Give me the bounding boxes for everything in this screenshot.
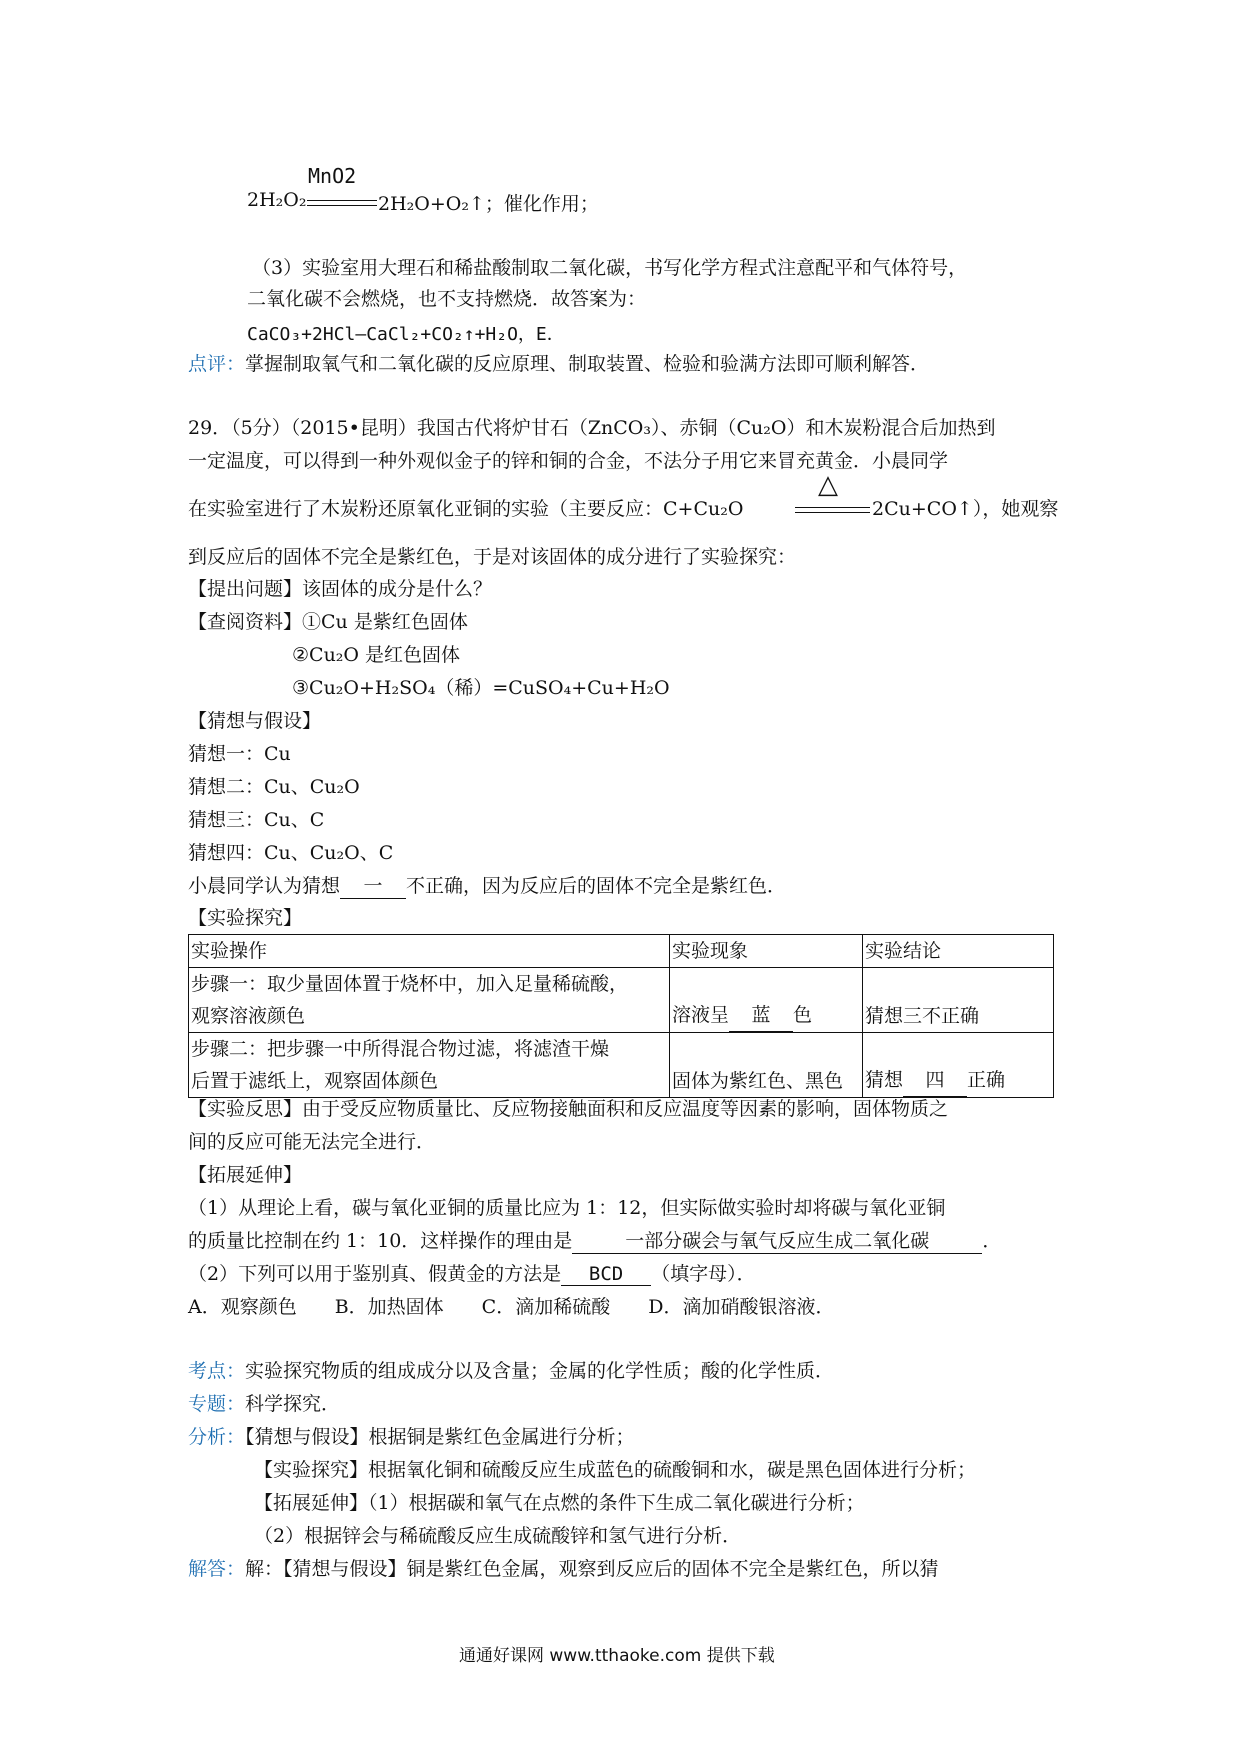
extension-head: 【拓展延伸】 <box>188 1164 303 1186</box>
reference-2: ②Cu₂O 是红色固体 <box>292 644 461 666</box>
zhuanti-label: 专题： <box>188 1393 246 1415</box>
q29-line-2: 一定温度，可以得到一种外观似金子的锌和铜的合金，不法分子用它来冒充黄金．小晨同学 <box>188 450 949 472</box>
q29-line-3-left: 在实验室进行了木炭粉还原氧化亚铜的实验（主要反应：C+Cu₂O <box>188 498 744 520</box>
options-line: A．观察颜色 B．加热固体 C．滴加稀硫酸 D．滴加硝酸银溶液． <box>188 1296 835 1318</box>
ask-section: 【提出问题】该固体的成分是什么？ <box>188 578 493 600</box>
guess-head: 【猜想与假设】 <box>188 710 322 732</box>
extension-3-blank: BCD <box>561 1263 651 1286</box>
reflection-line-2: 间的反应可能无法完全进行． <box>188 1131 436 1153</box>
reflection-line-1: 【实验反思】由于受反应物质量比、反应物接触面积和反应温度等因素的影响，固体物质之 <box>188 1098 949 1120</box>
equation-double-line-2 <box>795 507 870 513</box>
guess-1: 猜想一：Cu <box>188 743 291 765</box>
row1-operation <box>189 968 670 1033</box>
answer-equation: CaCO₃+2HCl—CaCl₂+CO₂↑+H₂O，E． <box>247 324 565 345</box>
fenxi-text-1: 【猜想与假设】根据铜是紫红色金属进行分析； <box>245 1426 635 1448</box>
page-footer: 通通好课网 www.tthaoke.com 提供下载 <box>459 1646 775 1666</box>
q29-line-4: 到反应后的固体不完全是紫红色，于是对该固体的成分进行了实验探究： <box>188 546 797 568</box>
extension-3-row <box>188 1259 756 1286</box>
table-header-conclusion: 实验结论 <box>863 935 1054 968</box>
answer-line-2: 二氧化碳不会燃烧，也不支持燃烧．故答案为： <box>247 288 647 310</box>
extension-2-blank: 一部分碳会与氧气反应生成二氧化碳 <box>572 1226 982 1254</box>
answer-line-1: （3）实验室用大理石和稀盐酸制取二氧化碳，书写化学方程式注意配平和气体符号， <box>252 257 968 279</box>
row1-phen-blank: 蓝 <box>729 999 793 1032</box>
wrong-guess-row <box>188 871 786 899</box>
kaodian-text: 实验探究物质的组成成分以及含量；金属的化学性质；酸的化学性质． <box>245 1360 835 1382</box>
row2-phenomenon: 固体为紫红色、黑色 <box>670 1033 863 1098</box>
jieda-row <box>188 1554 939 1581</box>
table-header-operation: 实验操作 <box>189 935 670 968</box>
guess-4: 猜想四：Cu、Cu₂O、C <box>188 842 394 864</box>
row2-operation <box>189 1033 670 1098</box>
fenxi-row <box>188 1422 635 1449</box>
experiment-head: 【实验探究】 <box>188 907 303 929</box>
wrong-guess-post: 不正确，因为反应后的固体不完全是紫红色． <box>406 875 787 897</box>
reference-head: 【查阅资料】①Cu 是紫红色固体 <box>188 611 468 633</box>
comment-row <box>188 349 929 376</box>
table-header-phenomenon: 实验现象 <box>670 935 863 968</box>
extension-2-row <box>188 1226 1001 1254</box>
extension-1: （1）从理论上看，碳与氧化亚铜的质量比应为 1：12，但实际做实验时却将碳与氧化亚铜 <box>188 1197 946 1219</box>
row1-phen-post: 色 <box>793 1004 813 1026</box>
row2-concl-pre: 猜想 <box>865 1069 904 1091</box>
jieda-text: 解：【猜想与假设】铜是紫红色金属，观察到反应后的固体不完全是紫红色，所以猜 <box>245 1558 939 1580</box>
wrong-guess-blank: 一 <box>340 871 406 899</box>
row1-conclusion: 猜想三不正确 <box>863 968 1054 1033</box>
row2-operation-line2: 后置于滤纸上，观察固体颜色 <box>191 1070 439 1092</box>
comment-label: 点评： <box>188 353 246 375</box>
heat-condition: △ <box>818 470 838 500</box>
extension-3-post: （填字母）． <box>651 1263 756 1285</box>
row2-operation-line1: 步骤二：把步骤一中所得混合物过滤，将滤渣干燥 <box>191 1038 610 1060</box>
reference-3: ③Cu₂O+H₂SO₄（稀）=CuSO₄+Cu+H₂O <box>292 677 670 699</box>
kaodian-row <box>188 1356 834 1383</box>
fenxi-text-4: （2）根据锌会与稀硫酸反应生成硫酸锌和氢气进行分析． <box>254 1525 742 1547</box>
comment-text: 掌握制取氧气和二氧化碳的反应原理、制取装置、检验和验满方法即可顺利解答． <box>245 353 930 375</box>
table-header-row <box>189 935 1054 968</box>
guess-3: 猜想三：Cu、C <box>188 809 325 831</box>
zhuanti-row <box>188 1389 340 1416</box>
row2-conclusion <box>863 1033 1054 1098</box>
row1-operation-line1: 步骤一：取少量固体置于烧杯中，加入足量稀硫酸， <box>191 973 629 995</box>
table-row <box>189 1033 1054 1098</box>
wrong-guess-pre: 小晨同学认为猜想 <box>188 875 341 897</box>
extension-3-pre: （2）下列可以用于鉴别真、假黄金的方法是 <box>188 1263 562 1285</box>
extension-2-pre: 的质量比控制在约 1：10．这样操作的理由是 <box>188 1230 573 1252</box>
fenxi-text-2: 【实验探究】根据氧化铜和硫酸反应生成蓝色的硫酸铜和水，碳是黑色固体进行分析； <box>254 1459 977 1481</box>
kaodian-label: 考点： <box>188 1360 246 1382</box>
row2-concl-post: 正确 <box>967 1069 1006 1091</box>
equation-double-line <box>307 200 377 206</box>
row1-phen-pre: 溶液呈 <box>672 1004 730 1026</box>
row2-concl-blank: 四 <box>903 1064 967 1097</box>
guess-2: 猜想二：Cu、Cu₂O <box>188 776 360 798</box>
equation-catalyst: MnO2 <box>308 164 357 188</box>
row1-operation-line2: 观察溶液颜色 <box>191 1005 306 1027</box>
q29-line-1: 29．（5分）（2015•昆明）我国古代将炉甘石（ZnCO₃）、赤铜（Cu₂O）和木炭粉混合后加热到 <box>188 417 996 439</box>
row1-phenomenon <box>670 968 863 1033</box>
equation-right: 2H₂O+O₂↑；催化作用； <box>378 193 599 215</box>
fenxi-text-3: 【拓展延伸】（1）根据碳和氧气在点燃的条件下生成二氧化碳进行分析； <box>254 1492 865 1514</box>
q29-line-3-right: 2Cu+CO↑），她观察 <box>872 498 1059 520</box>
table-row <box>189 968 1054 1033</box>
experiment-table <box>188 934 1054 1098</box>
jieda-label: 解答： <box>188 1558 246 1580</box>
equation-left: 2H₂O₂ <box>247 189 307 211</box>
extension-2-post: ． <box>982 1230 1002 1252</box>
fenxi-label: 分析： <box>188 1426 246 1448</box>
zhuanti-text: 科学探究． <box>245 1393 341 1415</box>
